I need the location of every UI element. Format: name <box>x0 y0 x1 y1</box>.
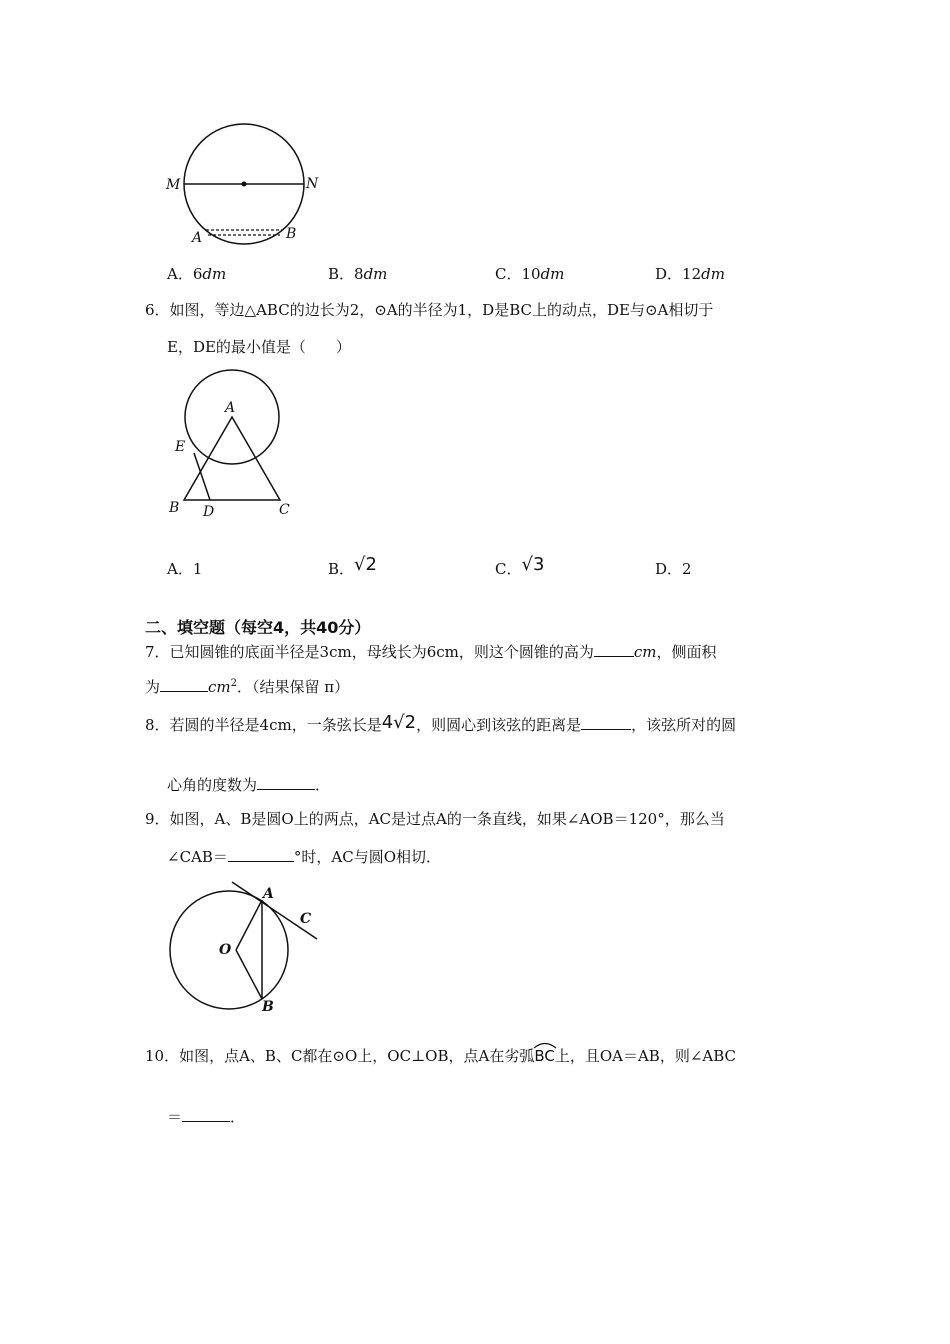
q9-radius-ob <box>236 950 262 999</box>
q9-radius-oa <box>236 900 262 950</box>
q6-triangle-abc <box>184 417 280 500</box>
q6-label-c: C <box>279 502 290 518</box>
q5-label-b: B <box>286 226 297 242</box>
section-heading: 二、填空题（每空4，共40分） <box>145 618 371 637</box>
q9-label-a: A <box>263 886 274 902</box>
q6-label-a: A <box>225 400 236 416</box>
q6-option-b[interactable]: B．√2 <box>328 554 377 578</box>
q5-center-dot <box>242 182 247 187</box>
q9-question-line2: ∠CAB＝ °时，AC与圆O相切． <box>167 848 442 866</box>
q8-root-expression: 4√2 <box>381 712 417 733</box>
q10-blank-angle[interactable] <box>182 1107 230 1122</box>
q8-question-line2: 心角的度数为 ． <box>167 776 331 794</box>
q10-arc-mark <box>533 1041 557 1049</box>
q9-question-line1: 9．如图，A、B是圆O上的两点，AC是过点A的一条直线，如果∠AOB＝120°，那么当 <box>145 810 725 828</box>
q9-label-b: B <box>262 999 274 1015</box>
q9-label-c: C <box>300 911 312 927</box>
q6-label-b: B <box>169 500 180 516</box>
q9-figure <box>160 878 325 1018</box>
q6-question-line2: E，DE的最小值是（ ） <box>167 338 351 356</box>
q7-blank-height[interactable] <box>594 642 634 657</box>
q7-question-line1: 7．已知圆锥的底面半径是3cm，母线长为6cm，则这个圆锥的高为 cm，侧面积 <box>145 643 717 661</box>
q6-label-e: E <box>175 439 186 455</box>
q8-blank-distance[interactable] <box>581 715 631 730</box>
q10-question-line2: ＝ ． <box>167 1108 246 1126</box>
q5-figure <box>160 118 330 253</box>
q5-option-c[interactable]: C．10dm <box>495 265 565 283</box>
q6-label-d: D <box>203 504 215 520</box>
q5-label-a: A <box>192 230 203 246</box>
q9-label-o: O <box>219 942 232 958</box>
q6-option-d[interactable]: D．2 <box>655 560 692 578</box>
q6-question-line1: 6．如图，等边△ABC的边长为2，⊙A的半径为1，D是BC上的动点，DE与⊙A相切于 <box>145 301 714 319</box>
q5-option-a[interactable]: A．6dm <box>167 265 227 283</box>
q7-blank-area[interactable] <box>160 677 208 692</box>
q9-blank-angle[interactable] <box>228 847 294 862</box>
q10-arc-bc: BC <box>534 1047 555 1065</box>
q5-label-m: M <box>166 177 181 193</box>
q5-option-d[interactable]: D．12dm <box>655 265 725 283</box>
q8-blank-angle[interactable] <box>257 775 315 790</box>
q5-option-b[interactable]: B．8dm <box>328 265 388 283</box>
q7-question-line2: 为 $cm^2$．（结果保留 π） <box>145 678 350 696</box>
q6-option-c[interactable]: C．√3 <box>495 554 545 578</box>
q6-option-a[interactable]: A．1 <box>167 560 203 578</box>
q8-question-line1: 8．若圆的半径是4cm，一条弦长是4√2，则圆心到该弦的距离是 ，该弦所对的圆 <box>145 712 737 734</box>
q10-question-line1: 10．如图，点A、B、C都在⊙O上，OC⊥OB，点A在劣弧 BC上，且OA＝AB，则∠ABC <box>145 1045 736 1066</box>
q6-figure <box>160 365 310 525</box>
q5-label-n: N <box>306 176 319 192</box>
